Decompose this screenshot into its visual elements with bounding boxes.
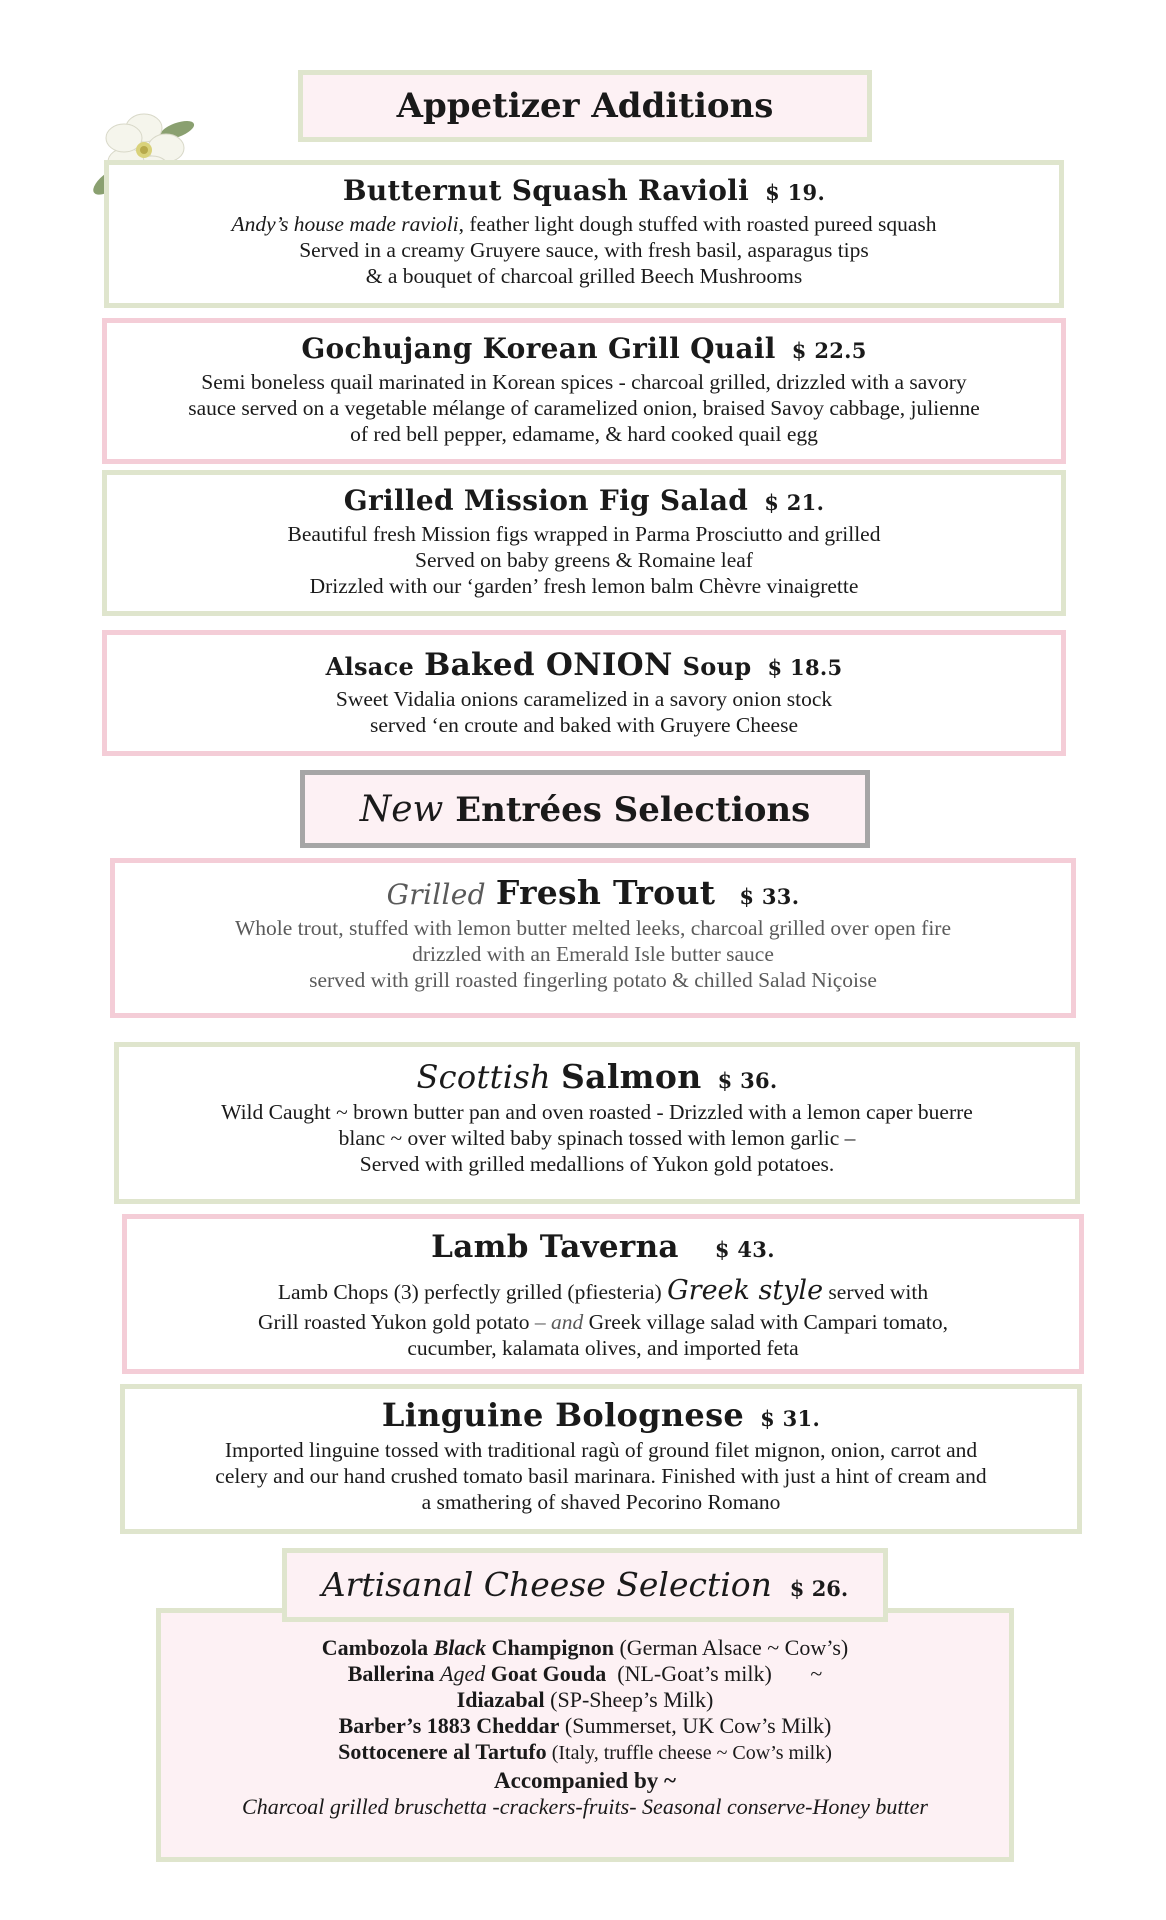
item-description: Whole trout, stuffed with lemon butter melted leeks, charcoal grilled over open fire drizzled with an Emerald Isle butter sauce served with grill roasted fingerling potato & chilled Salad Niçoise [234, 916, 952, 992]
item-price: $ 43. [714, 1237, 775, 1262]
item-price: $ 22.5 [791, 338, 867, 363]
cheese-header-box [282, 1548, 888, 1622]
item-description: Lamb Chops (3) perfectly grilled (pfiesteria) Greek style served with Grill roasted Yukon gold potato – and Greek village salad with Campari tomato, cucumber, kalamata olives, and imported feta [257, 1275, 949, 1360]
item-name: Lamb Taverna [431, 1229, 679, 1265]
item-name: Grilled Mission Fig Salad [343, 484, 749, 517]
item-name: Linguine Bolognese [381, 1396, 745, 1434]
item-price: $ 19. [765, 180, 826, 205]
item-name: Butternut Squash Ravioli [342, 174, 750, 207]
menu-item-onion-soup [102, 630, 1066, 756]
item-price: $ 21. [764, 490, 825, 515]
cheese-body-box [156, 1608, 1014, 1862]
menu-item-trout [110, 858, 1076, 1018]
menu-item-linguine [120, 1384, 1082, 1534]
menu-item-fig-salad [102, 470, 1066, 616]
cheese-accompanied-label: Accompanied by ~ [494, 1768, 676, 1793]
cheese-item: Idiazabal (SP-Sheep’s Milk) [456, 1687, 714, 1712]
item-description: Beautiful fresh Mission figs wrapped in Parma Prosciutto and grilled Served on baby greens & Romaine leaf Drizzled with our ‘garden’ fresh lemon balm Chèvre vinaigrette [287, 522, 881, 598]
item-name: Gochujang Korean Grill Quail [301, 332, 776, 365]
item-name: Baked ONION [424, 647, 673, 683]
item-name-suffix: Soup [682, 652, 752, 681]
cheese-item: Cambozola Black Champignon (German Alsace ~ Cow’s) [321, 1635, 849, 1660]
cheese-header: Artisanal Cheese Selection $ 26. [321, 1565, 849, 1604]
cheese-item: Sottocenere al Tartufo (Italy, truffle cheese ~ Cow’s milk) [338, 1739, 832, 1764]
item-description: Andy’s house made ravioli, feather light dough stuffed with roasted pureed squash Served in a creamy Gruyere sauce, with fresh basil, asparagus tips & a bouquet of charcoal grilled Beech Mushrooms [231, 212, 937, 288]
item-description: Semi boneless quail marinated in Korean spices - charcoal grilled, drizzled with a savory sauce served on a vegetable mélange of caramelized onion, braised Savoy cabbage, julienne of red bell pepper, edamame, & hard cooked quail egg [188, 370, 980, 446]
entrees-header-box [300, 770, 870, 848]
cheese-accompaniments: Charcoal grilled bruschetta -crackers-fruits- Seasonal conserve-Honey butter [242, 1794, 928, 1819]
item-price: $ 33. [739, 884, 800, 909]
item-name-prefix: Grilled [386, 878, 486, 911]
entrees-header: New Entrées Selections [359, 789, 811, 830]
item-description: Wild Caught ~ brown butter pan and oven roasted - Drizzled with a lemon caper buerre blanc ~ over wilted baby spinach tossed with lemon garlic – Served with grilled medallions of Yukon gold potatoes. [221, 1100, 973, 1176]
item-price: $ 18.5 [767, 655, 843, 680]
item-description: Imported linguine tossed with traditional ragù of ground filet mignon, onion, carrot and celery and our hand crushed tomato basil marinara. Finished with just a hint of cream and a smathering of shaved Pecorino Romano [215, 1438, 987, 1514]
cheese-item: Barber’s 1883 Cheddar (Summerset, UK Cow’s Milk) [338, 1713, 832, 1738]
cheese-item: Ballerina Aged Goat Gouda (NL-Goat’s milk) ~ [347, 1661, 823, 1686]
cheese-list [161, 1635, 1009, 1820]
menu-item-lamb [122, 1214, 1084, 1374]
menu-item-quail [102, 318, 1066, 464]
item-description: Sweet Vidalia onions caramelized in a savory onion stock served ‘en croute and baked with Gruyere Cheese [335, 687, 833, 737]
item-name: Fresh Trout [495, 873, 716, 912]
item-price: $ 36. [717, 1068, 778, 1093]
item-name-prefix: Alsace [325, 652, 415, 681]
menu-item-ravioli [104, 160, 1064, 308]
appetizers-header-box [298, 70, 872, 142]
item-price: $ 31. [760, 1406, 821, 1431]
item-name-prefix: Scottish [416, 1058, 551, 1096]
appetizers-header: Appetizer Additions [396, 86, 774, 126]
menu-item-salmon [114, 1042, 1080, 1204]
item-name: Salmon [561, 1057, 702, 1096]
